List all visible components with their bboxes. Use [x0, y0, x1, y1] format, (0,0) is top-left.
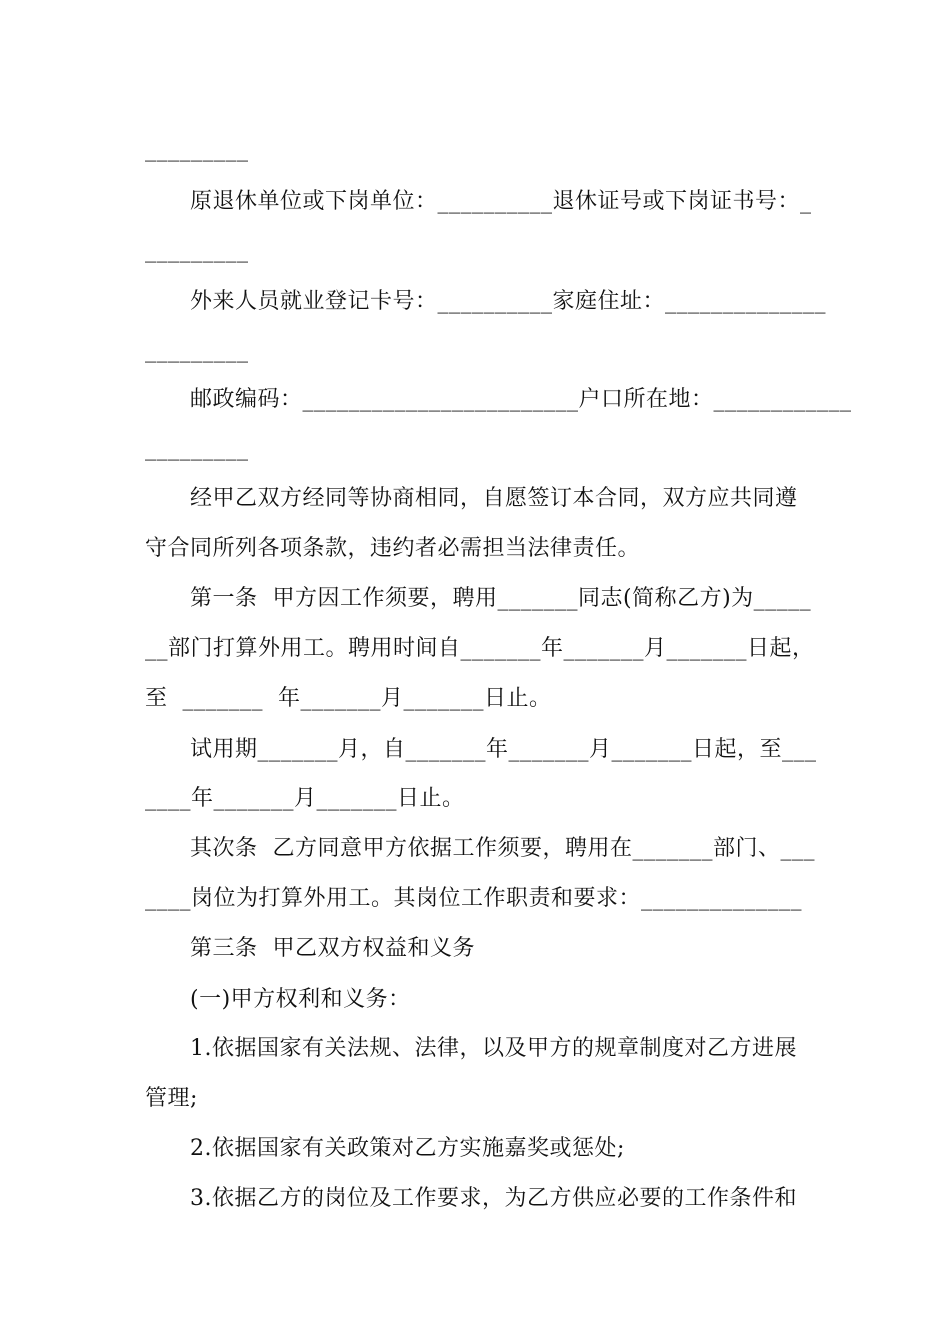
migrant-address-line: 外来人员就业登记卡号：__________家庭住址：______________ [190, 289, 827, 314]
probation-line-2: ____年_______月_______日止。 [145, 786, 465, 811]
item-2-line: 2.依据国家有关政策对乙方实施嘉奖或惩处; [190, 1136, 625, 1161]
retire-unit-continuation: _________ [145, 238, 249, 263]
agreement-paragraph-line-1: 经甲乙双方经同等协商相同，自愿签订本合同，双方应共同遵 [190, 486, 798, 511]
article-1-line-3: 至 _______ 年_______月_______日止。 [145, 686, 552, 711]
item-1-line-2: 管理; [145, 1086, 198, 1111]
item-1-line-1: 1.依据国家有关法规、法律，以及甲方的规章制度对乙方进展 [190, 1036, 797, 1061]
probation-line-1: 试用期_______月，自_______年_______月_______日起，至___ [190, 737, 817, 762]
agreement-paragraph-line-2: 守合同所列各项条款，违约者必需担当法律责任。 [145, 536, 641, 561]
article-3-title: 第三条 甲乙双方权益和义务 [190, 936, 475, 961]
item-3-line-1: 3.依据乙方的岗位及工作要求，为乙方供应必要的工作条件和 [190, 1186, 797, 1211]
postal-residence-line: 邮政编码：________________________户口所在地：____________ [190, 387, 852, 412]
top-blank-line: _________ [145, 137, 249, 162]
postal-residence-continuation: _________ [145, 436, 249, 461]
article-1-line-2: __部门打算外用工。聘用时间自_______年_______月_______日起， [145, 636, 815, 661]
migrant-address-continuation: _________ [145, 338, 249, 363]
retire-unit-line: 原退休单位或下岗单位：__________退休证号或下岗证书号：_ [190, 189, 812, 214]
section-1-title: (一)甲方权利和义务： [190, 987, 411, 1012]
article-2-line-1: 其次条 乙方同意甲方依据工作须要，聘用在_______部门、___ [190, 836, 815, 861]
article-2-line-2: ____岗位为打算外用工。其岗位工作职责和要求：______________ [145, 886, 803, 911]
article-1-line-1: 第一条 甲方因工作须要，聘用_______同志(简称乙方)为_____ [190, 586, 812, 611]
